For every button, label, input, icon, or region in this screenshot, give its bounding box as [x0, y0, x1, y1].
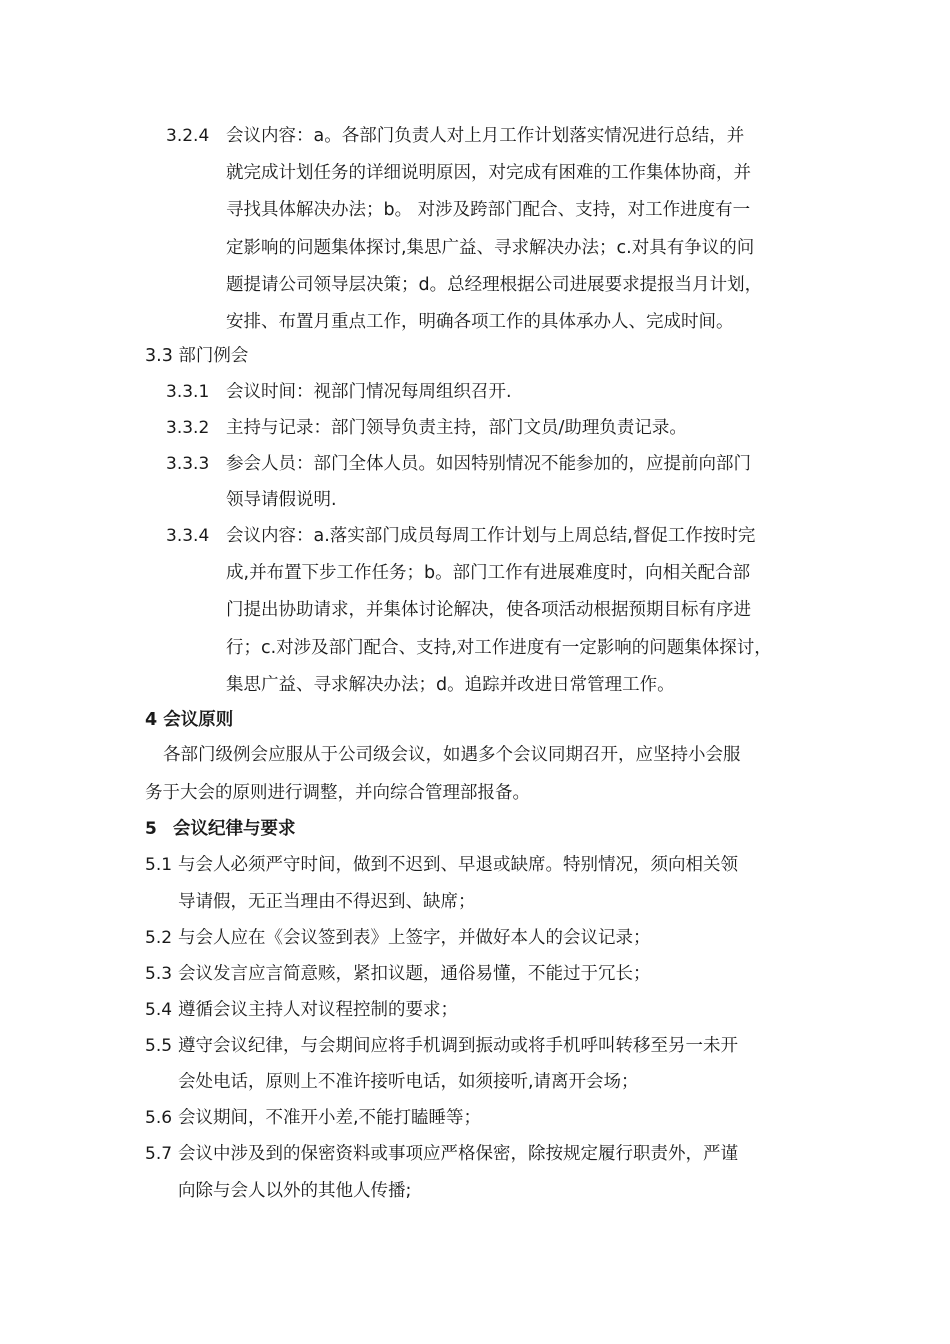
section-heading-3-3: 3.3 部门例会: [145, 346, 249, 366]
clause-3-3-4-line-4: 行；c.对涉及部门配合、支持,对工作进度有一定影响的问题集体探讨，: [226, 638, 772, 658]
clause-number-5-7: 5.7: [145, 1144, 173, 1164]
clause-3-3-3-line-1: 参会人员：部门全体人员。如因特别情况不能参加的，应提前向部门: [226, 454, 751, 474]
clause-3-2-4-line-5: 题提请公司领导层决策；d。总经理根据公司进展要求提报当月计划，: [226, 275, 763, 295]
clause-5-6-line-1: 会议期间，不准开小差,不能打瞌睡等；: [178, 1108, 482, 1128]
clause-3-3-4-line-2: 成,并布置下步工作任务；b。部门工作有进展难度时，向相关配合部: [226, 563, 751, 583]
clause-5-7-line-1: 会议中涉及到的保密资料或事项应严格保密，除按规定履行职责外，严谨: [178, 1144, 738, 1164]
section-4-paragraph-line-2: 务于大会的原则进行调整，并向综合管理部报备。: [145, 783, 530, 803]
clause-3-3-3-line-2: 领导请假说明.: [226, 490, 337, 510]
clause-number-5-1: 5.1: [145, 855, 173, 875]
section-heading-4: 4 会议原则: [145, 710, 234, 730]
clause-number-3-3-1: 3.3.1: [166, 382, 210, 402]
clause-number-3-3-4: 3.3.4: [166, 526, 210, 546]
clause-number-5-3: 5.3: [145, 964, 173, 984]
clause-number-5-2: 5.2: [145, 928, 173, 948]
section-number-5: 5: [145, 819, 157, 839]
clause-3-3-4-line-3: 门提出协助请求，并集体讨论解决，使各项活动根据预期目标有序进: [226, 600, 751, 620]
clause-5-2-line-1: 与会人应在《会议签到表》上签字，并做好本人的会议记录；: [178, 928, 651, 948]
clause-number-3-3-2: 3.3.2: [166, 418, 210, 438]
clause-3-3-2-line-1: 主持与记录：部门领导负责主持，部门文员/助理负责记录。: [226, 418, 687, 438]
clause-5-4-line-1: 遵循会议主持人对议程控制的要求；: [178, 1000, 458, 1020]
section-heading-5: 会议纪律与要求: [173, 819, 296, 839]
clause-5-1-line-2: 导请假，无正当理由不得迟到、缺席；: [178, 892, 476, 912]
clause-number-5-4: 5.4: [145, 1000, 173, 1020]
clause-number-5-6: 5.6: [145, 1108, 173, 1128]
clause-3-3-1-line-1: 会议时间：视部门情况每周组织召开.: [226, 382, 512, 402]
clause-5-5-line-2: 会处电话，原则上不准许接听电话，如须接听,请离开会场；: [178, 1072, 639, 1092]
clause-3-2-4-line-4: 定影响的问题集体探讨,集思广益、寻求解决办法；c.对具有争议的问: [226, 238, 755, 258]
clause-5-5-line-1: 遵守会议纪律，与会期间应将手机调到振动或将手机呼叫转移至另一未开: [178, 1036, 738, 1056]
clause-5-3-line-1: 会议发言应言简意赅，紧扣议题，通俗易懂，不能过于冗长；: [178, 964, 651, 984]
clause-3-3-4-line-1: 会议内容：a.落实部门成员每周工作计划与上周总结,督促工作按时完: [226, 526, 756, 546]
clause-3-2-4-line-2: 就完成计划任务的详细说明原因，对完成有困难的工作集体协商，并: [226, 163, 751, 183]
clause-3-3-4-line-5: 集思广益、寻求解决办法；d。追踪并改进日常管理工作。: [226, 675, 675, 695]
clause-3-2-4-line-1: 会议内容：a。各部门负责人对上月工作计划落实情况进行总结，并: [226, 126, 745, 146]
clause-3-2-4-line-6: 安排、布置月重点工作，明确各项工作的具体承办人、完成时间。: [226, 312, 734, 332]
clause-number-3-3-3: 3.3.3: [166, 454, 210, 474]
clause-number-3-2-4: 3.2.4: [166, 126, 210, 146]
clause-3-2-4-line-3: 寻找具体解决办法；b。 对涉及跨部门配合、支持，对工作进度有一: [226, 200, 751, 220]
clause-5-1-line-1: 与会人必须严守时间，做到不迟到、早退或缺席。特别情况，须向相关领: [178, 855, 738, 875]
clause-5-7-line-2: 向除与会人以外的其他人传播;: [178, 1181, 412, 1201]
clause-number-5-5: 5.5: [145, 1036, 173, 1056]
section-4-paragraph-line-1: 各部门级例会应服从于公司级会议，如遇多个会议同期召开，应坚持小会服: [163, 745, 741, 765]
